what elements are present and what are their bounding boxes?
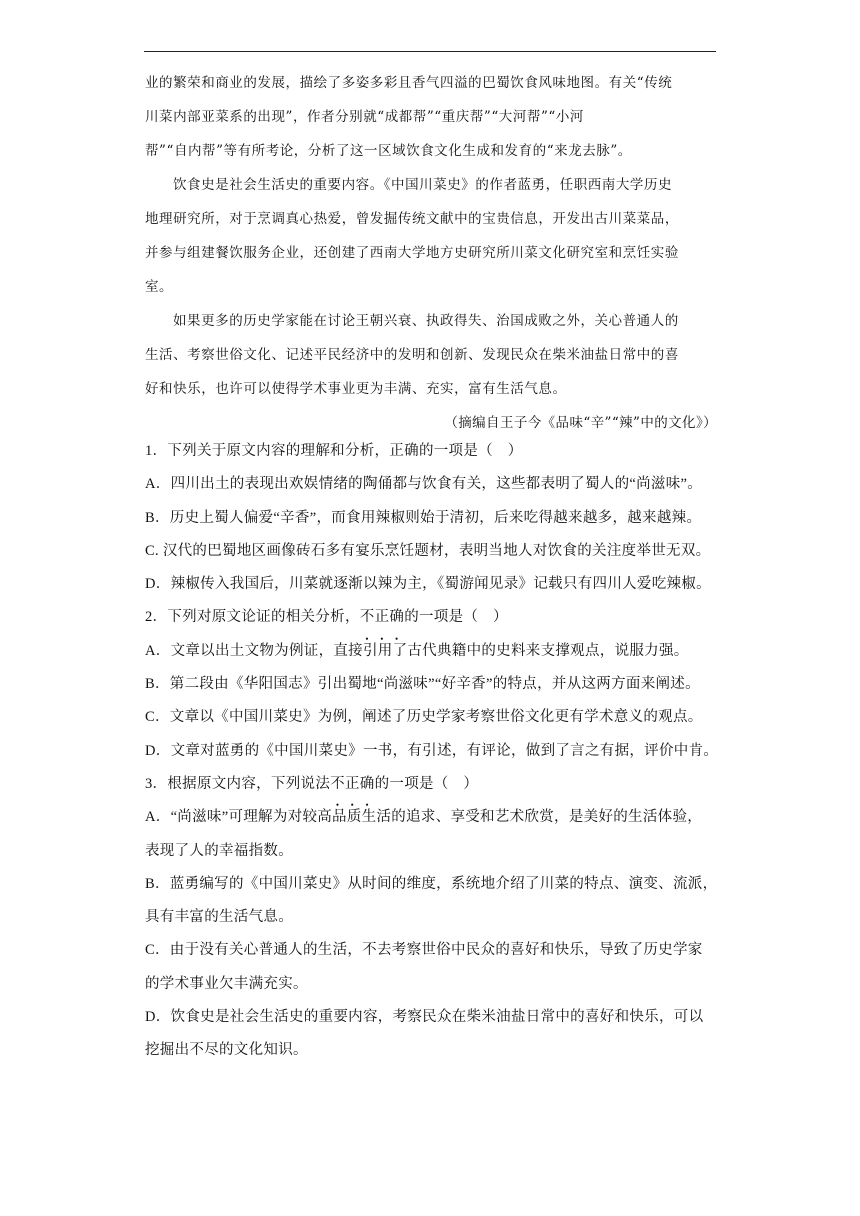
- question-list: [145, 435, 725, 1068]
- question-3-stem: [145, 768, 725, 801]
- passage-source: （摘编自王子今《品味“辛”“辣”中的文化》）: [444, 415, 717, 431]
- question-3-option-b-cont: 具有丰富的生活气息。: [145, 909, 293, 926]
- reading-passage: [145, 66, 717, 440]
- passage-line: 饮食史是社会生活史的重要内容。《中国川菜史》的作者蓝勇，任职西南大学历史: [173, 177, 673, 193]
- question-3-option-c[interactable]: C．由于没有关心普通人的生活，不去考察世俗中民众的喜好和快乐，导致了历史学家: [145, 942, 703, 959]
- emphasis-char: 确: [389, 609, 405, 626]
- emphasis-char: 正: [374, 609, 390, 626]
- passage-line: 并参与组建餐饮服务企业，还创建了西南大学地方史研究所川菜文化研究室和烹饪实验: [145, 245, 679, 261]
- passage-line: 地理研究所，对于烹调真心热爱，曾发掘传统文献中的宝贵信息，开发出古川菜菜品，: [145, 211, 679, 227]
- question-3-stem-start: 3．根据原文内容，下列说法: [145, 775, 331, 792]
- question-3-stem-end: 的一项是（ ）: [374, 775, 479, 792]
- question-2-stem-start: 2．下列对原文论证的相关分析，: [145, 609, 360, 626]
- question-2-stem-end: 的一项是（ ）: [404, 609, 508, 626]
- question-3-option-c-cont: 的学术事业欠丰满充实。: [145, 975, 308, 992]
- emphasis-char: 不: [330, 775, 345, 792]
- passage-line: 川菜内部亚菜系的出现”，作者分别就“成都帮”“重庆帮”“大河帮”“小河: [145, 109, 584, 125]
- question-2-option-c[interactable]: C．文章以《中国川菜史》为例，阐述了历史学家考察世俗文化更有学术意义的观点。: [145, 709, 703, 726]
- passage-line: 好和快乐，也许可以使得学术事业更为丰满、充实，富有生活气息。: [145, 381, 567, 397]
- question-1-option-c[interactable]: C. 汉代的巴蜀地区画像砖石多有宴乐烹饪题材，表明当地人对饮食的关注度举世无双。: [145, 542, 711, 559]
- question-2-option-d[interactable]: D．文章对蓝勇的《中国川菜史》一书，有引述，有评论，做到了言之有据，评价中肯。: [145, 742, 719, 759]
- question-2-stem: [145, 601, 725, 634]
- emphasis-char: 正: [344, 775, 360, 792]
- passage-line: 如果更多的历史学家能在讨论王朝兴衰、执政得失、治国成败之外，关心普通人的: [173, 313, 679, 329]
- passage-line: 生活、考察世俗文化、记述平民经济中的发明和创新、发现民众在柴米油盐日常中的喜: [145, 347, 679, 363]
- passage-line: 业的繁荣和商业的发展，描绘了多姿多彩且香气四溢的巴蜀饮食风味地图。有关“传统: [145, 75, 673, 91]
- question-1-option-b[interactable]: B．历史上蜀人偏爱“辛香”，而食用辣椒则始于清初，后来吃得越来越多，越来越辣。: [145, 509, 702, 526]
- question-2-option-a[interactable]: A．文章以出土文物为例证，直接引用了古代典籍中的史料来支撑观点，说服力强。: [145, 642, 689, 659]
- question-1-stem: 1．下列关于原文内容的理解和分析，正确的一项是（ ）: [145, 443, 523, 459]
- question-1-option-d[interactable]: D．辣椒传入我国后，川菜就逐渐以辣为主，《蜀游闻见录》记载只有四川人爱吃辣椒。: [145, 576, 711, 593]
- passage-line: 室。: [145, 279, 174, 295]
- question-3-option-b[interactable]: B．蓝勇编写的《中国川菜史》从时间的维度，系统地介绍了川菜的特点、演变、流派，: [145, 875, 718, 892]
- question-2-option-b[interactable]: B．第二段由《华阳国志》引出蜀地“尚滋味”“好辛香”的特点，并从这两方面来阐述。: [145, 676, 700, 693]
- passage-line: 帮”“自内帮”等有所考论，分析了这一区域饮食文化生成和发育的“来龙去脉”。: [145, 143, 632, 159]
- question-3-option-d[interactable]: D．饮食史是社会生活史的重要内容，考察民众在柴米油盐日常中的喜好和快乐，可以: [145, 1009, 704, 1026]
- header-rule: [144, 51, 716, 52]
- emphasis-char: 不: [359, 609, 375, 626]
- question-3-option-a[interactable]: A．“尚滋味”可理解为对较高品质生活的追求、享受和艺术欣赏，是美好的生活体验，: [145, 809, 703, 826]
- question-3-option-d-cont: 挖掘出不尽的文化知识。: [145, 1042, 308, 1059]
- question-3-option-a-cont: 表现了人的幸福指数。: [145, 842, 293, 859]
- emphasis-char: 确: [359, 775, 375, 792]
- question-1-option-a[interactable]: A．四川出土的表现出欢娱情绪的陶俑都与饮食有关，这些都表明了蜀人的“尚滋味”。: [145, 476, 703, 493]
